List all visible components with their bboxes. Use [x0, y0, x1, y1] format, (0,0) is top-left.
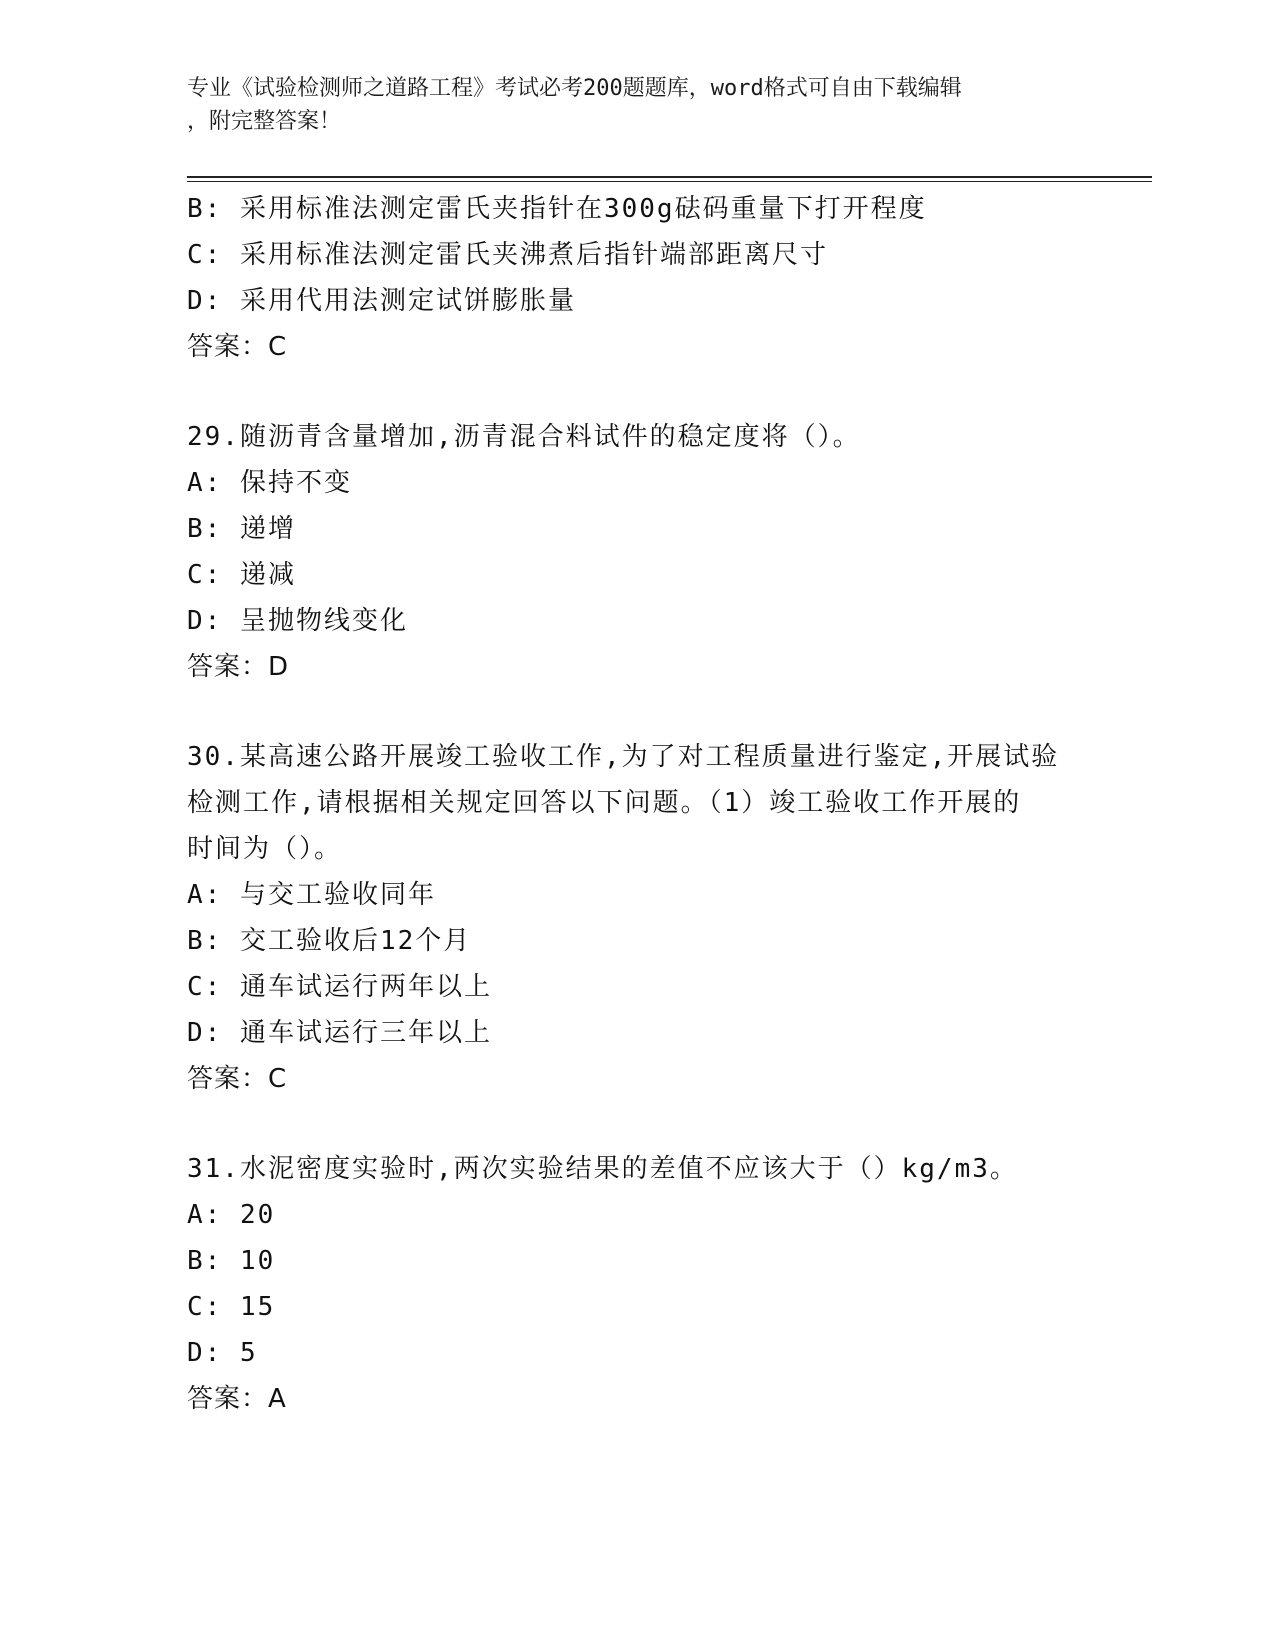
question-30	[187, 734, 1087, 1102]
option-d: D: 5	[187, 1338, 258, 1368]
answer: 答案：C	[187, 1064, 288, 1094]
question-stem-line-3: 时间为（）。	[187, 834, 343, 864]
question-stem: 31.水泥密度实验时,两次实验结果的差值不应该大于（）kg/m3。	[187, 1154, 1018, 1184]
option-b: B: 递增	[187, 514, 296, 544]
question-28-tail	[187, 186, 1087, 370]
option-c: C: 15	[187, 1292, 276, 1322]
option-b: B: 采用标准法测定雷氏夹指针在300g砝码重量下打开程度	[187, 194, 927, 224]
question-list	[187, 186, 1087, 1422]
option-b: B: 10	[187, 1246, 276, 1276]
option-d: D: 采用代用法测定试饼膨胀量	[187, 286, 576, 316]
question-stem-line-2: 检测工作,请根据相关规定回答以下问题。（1）竣工验收工作开展的	[187, 788, 1022, 818]
header-title-line-1: 专业《试验检测师之道路工程》考试必考200题题库，word格式可自由下载编辑	[187, 76, 962, 101]
answer: 答案：D	[187, 652, 290, 682]
option-c: C: 递减	[187, 560, 296, 590]
option-b: B: 交工验收后12个月	[187, 926, 472, 956]
question-31	[187, 1146, 1087, 1422]
header-title-line-2: ，附完整答案！	[187, 109, 342, 134]
header-divider-thin	[187, 181, 1152, 182]
document-header	[187, 72, 1087, 138]
answer: 答案：A	[187, 1384, 287, 1414]
option-c: C: 采用标准法测定雷氏夹沸煮后指针端部距离尺寸	[187, 240, 828, 270]
option-a: A: 20	[187, 1200, 276, 1230]
question-stem-line-1: 30.某高速公路开展竣工验收工作,为了对工程质量进行鉴定,开展试验	[187, 742, 1060, 772]
option-c: C: 通车试运行两年以上	[187, 972, 492, 1002]
option-a: A: 与交工验收同年	[187, 880, 436, 910]
question-stem: 29.随沥青含量增加,沥青混合料试件的稳定度将（）。	[187, 422, 861, 452]
header-divider-thick	[187, 176, 1152, 178]
question-29	[187, 414, 1087, 690]
option-d: D: 通车试运行三年以上	[187, 1018, 492, 1048]
answer: 答案：C	[187, 332, 288, 362]
option-a: A: 保持不变	[187, 468, 352, 498]
option-d: D: 呈抛物线变化	[187, 606, 408, 636]
